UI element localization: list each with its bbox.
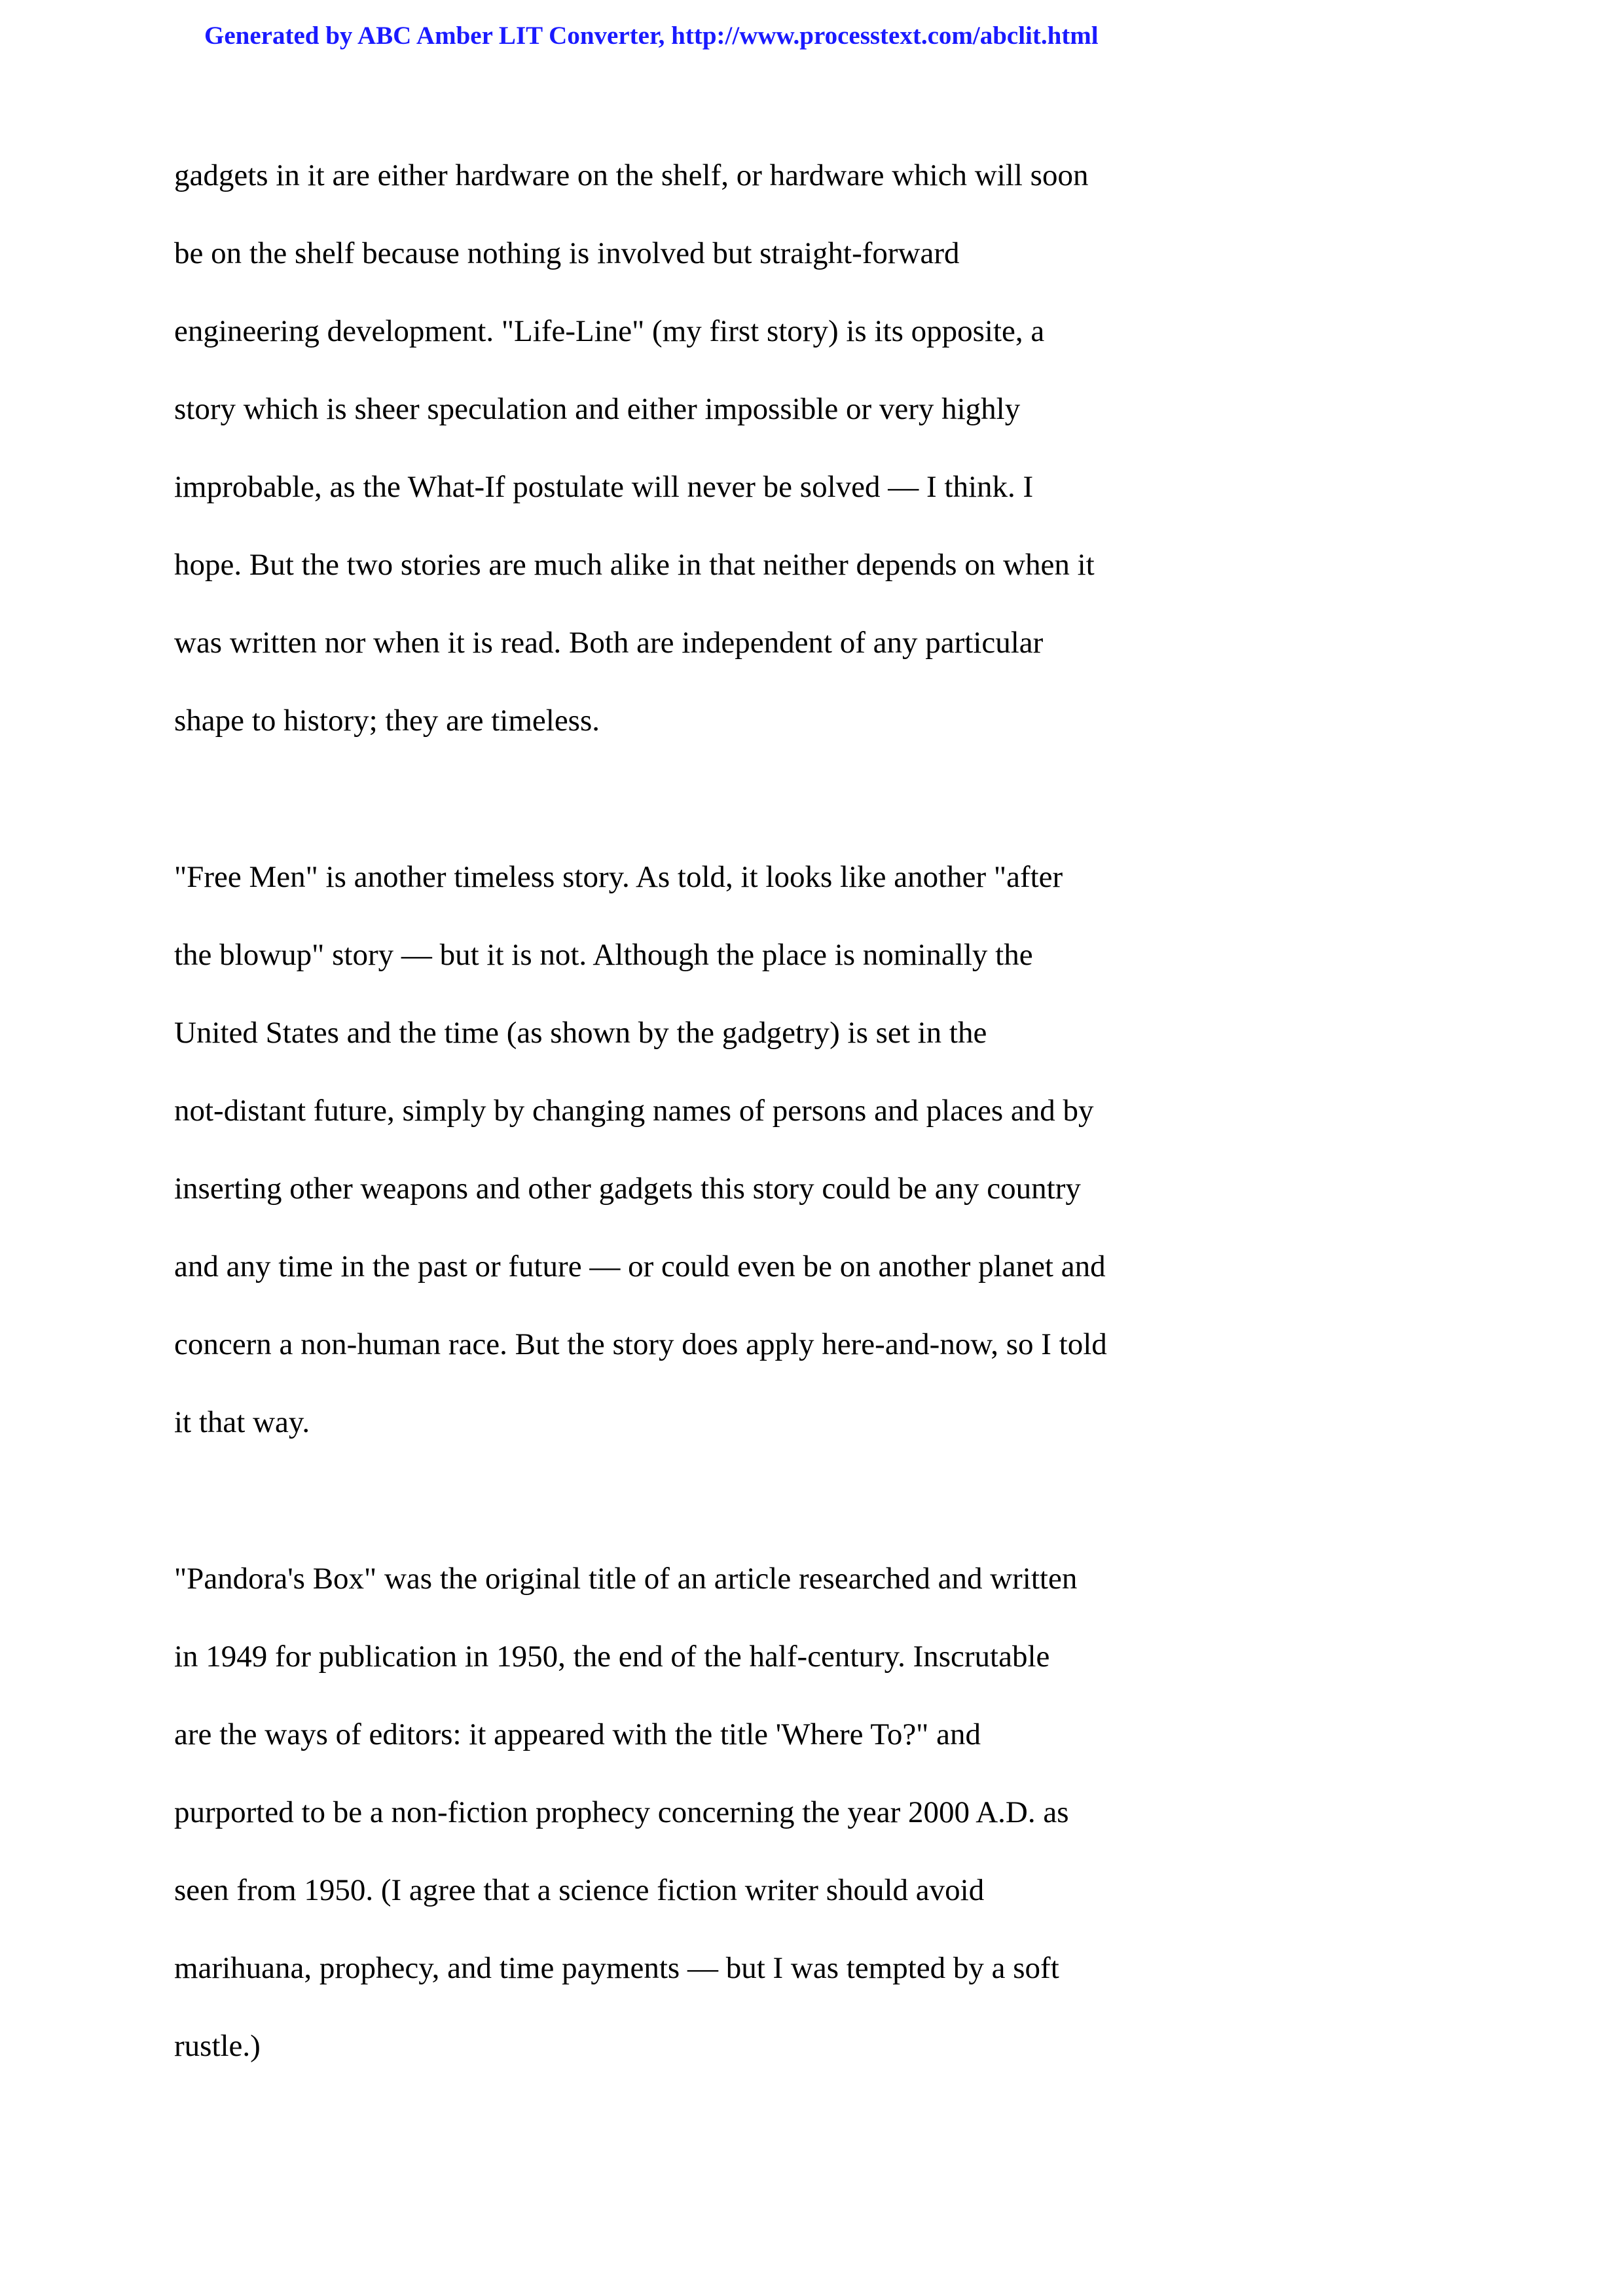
text-line: rustle.) — [174, 2029, 261, 2063]
text-line: be on the shelf because nothing is involved but straight-forward — [174, 236, 960, 270]
text-line: in 1949 for publication in 1950, the end of the half-century. Inscrutable — [174, 1640, 1050, 1674]
text-line: gadgets in it are either hardware on the shelf, or hardware which will soon — [174, 158, 1089, 192]
converter-header: Generated by ABC Amber LIT Converter, http://www.processtext.com/abclit.html — [204, 22, 1099, 50]
text-line: "Free Men" is another timeless story. As told, it looks like another "after — [174, 860, 1063, 894]
text-line: concern a non-human race. But the story does apply here-and-now, so I told — [174, 1327, 1107, 1361]
text-line: "Pandora's Box" was the original title of an article researched and written — [174, 1562, 1078, 1596]
text-line: inserting other weapons and other gadgets this story could be any country — [174, 1172, 1081, 1206]
text-line: seen from 1950. (I agree that a science fiction writer should avoid — [174, 1873, 985, 1907]
text-line: story which is sheer speculation and either impossible or very highly — [174, 392, 1021, 426]
text-line: hope. But the two stories are much alike in that neither depends on when it — [174, 548, 1095, 582]
text-line: it that way. — [174, 1405, 310, 1439]
text-line: and any time in the past or future — or could even be on another planet and — [174, 1249, 1106, 1283]
text-line: marihuana, prophecy, and time payments — but I was tempted by a soft — [174, 1951, 1059, 1985]
text-line: not-distant future, simply by changing names of persons and places and by — [174, 1094, 1094, 1128]
text-line: engineering development. "Life-Line" (my first story) is its opposite, a — [174, 314, 1045, 348]
text-line: shape to history; they are timeless. — [174, 704, 600, 738]
text-line: purported to be a non-fiction prophecy concerning the year 2000 A.D. as — [174, 1795, 1069, 1829]
text-line: was written nor when it is read. Both are independent of any particular — [174, 626, 1044, 660]
text-line: are the ways of editors: it appeared with the title 'Where To?" and — [174, 1717, 981, 1751]
text-line: United States and the time (as shown by the gadgetry) is set in the — [174, 1016, 987, 1050]
text-line: improbable, as the What-If postulate will never be solved — I think. I — [174, 470, 1034, 504]
text-line: the blowup" story — but it is not. Although the place is nominally the — [174, 938, 1033, 972]
